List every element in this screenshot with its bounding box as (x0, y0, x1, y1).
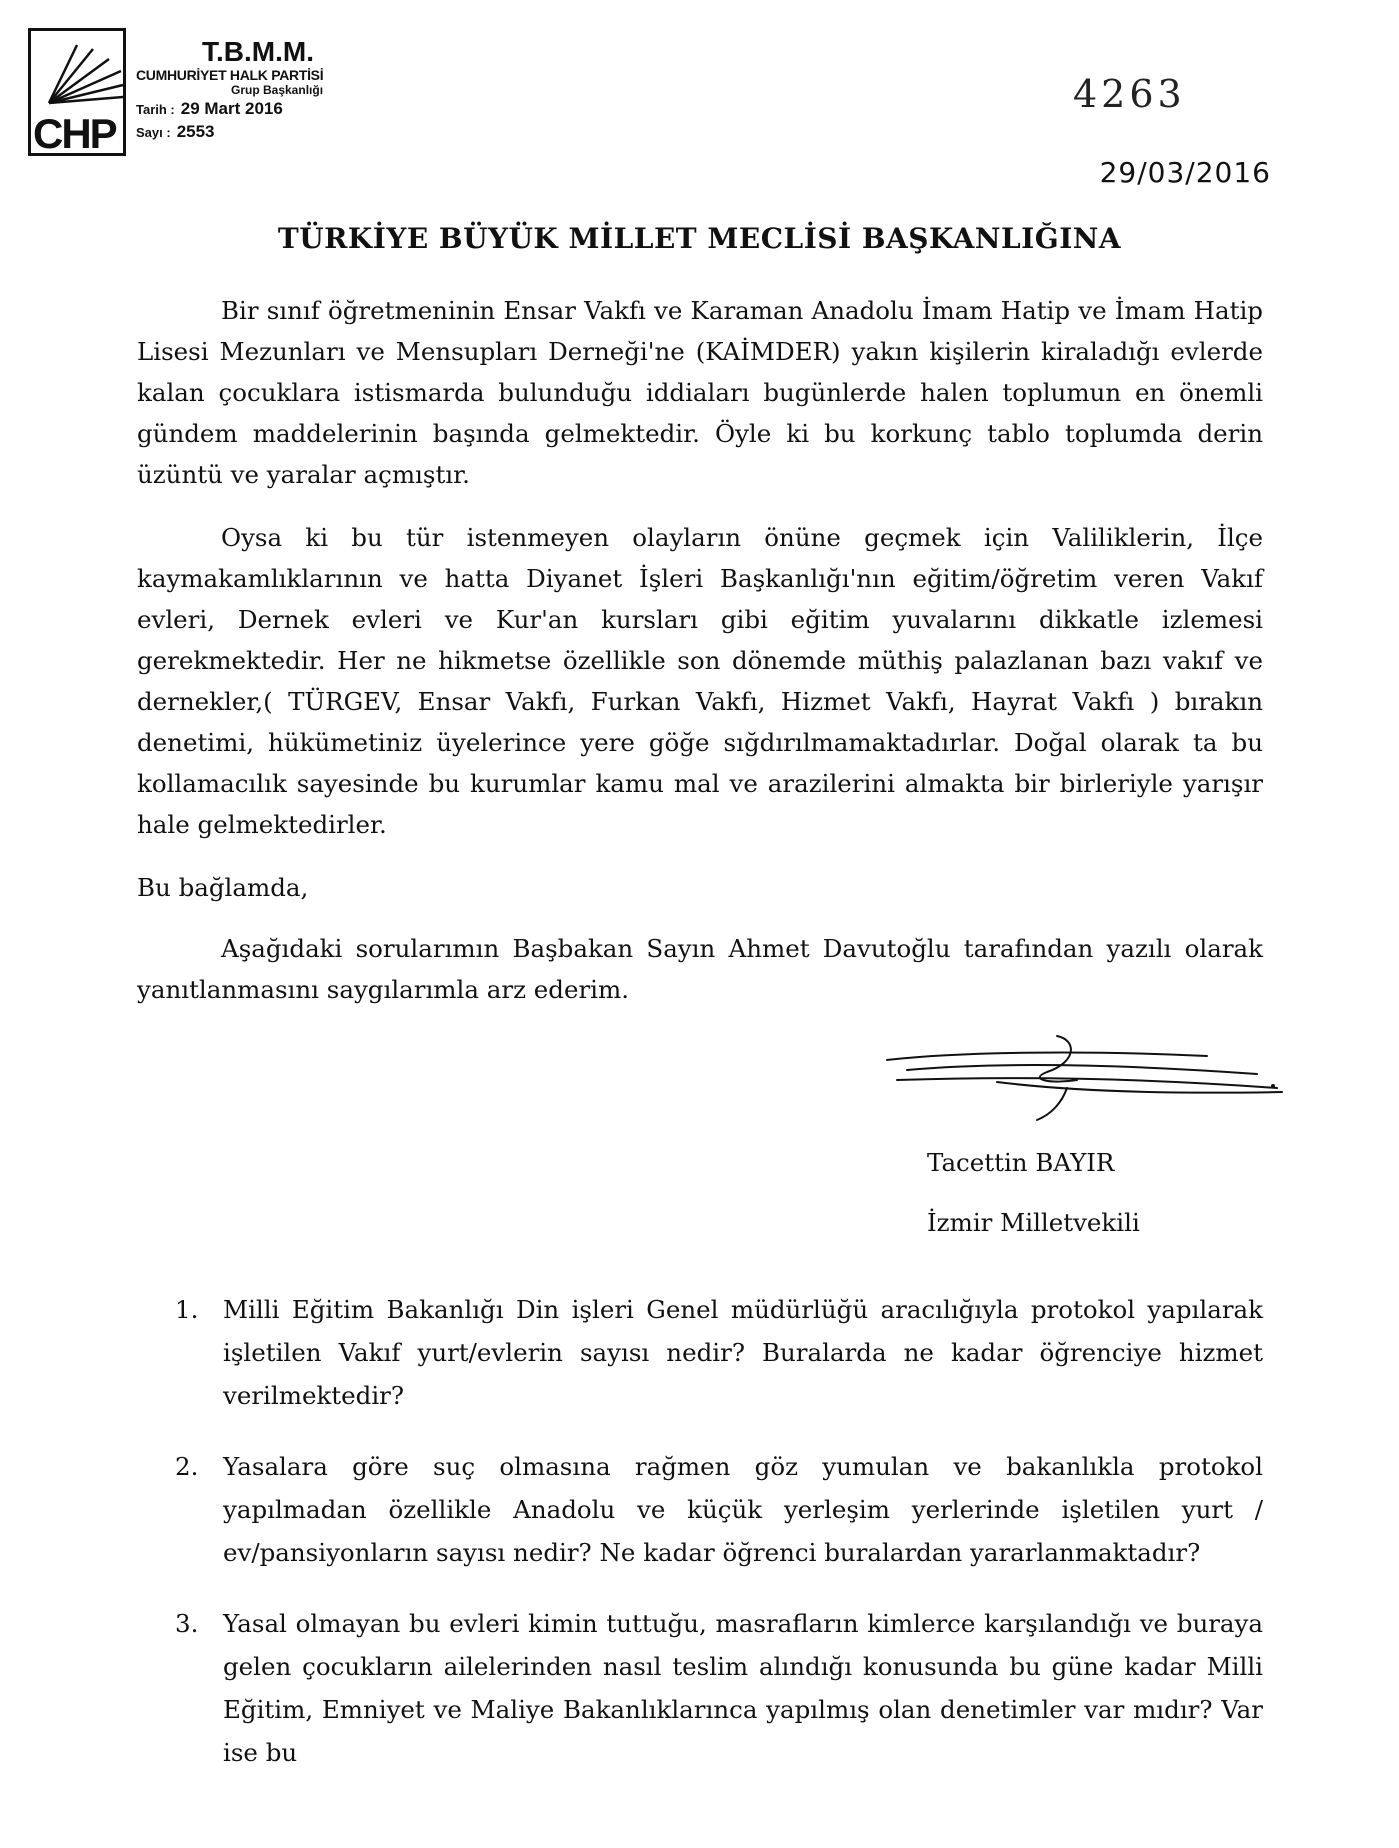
body-paragraph-1: Bir sınıf öğretmeninin Ensar Vakfı ve Karaman Anadolu İmam Hatip ve İmam Hatip Lisesi Mezunları ve Mensupları Derneği'ne (KAİMDER) yakın kişilerin kiraladığı evlerde kalan çocuklara istismarda bulunduğu iddiaları bugünlerde halen toplumun en önemli gündem maddelerinin başında gelmektedir. Öyle ki bu korkunç tablo toplumda derin üzüntü ve yaralar açmıştır. (137, 296, 1263, 489)
signatory-title: İzmir Milletvekili (927, 1208, 1140, 1237)
stamp-date-label: Tarih : (136, 101, 175, 117)
stamp-date-value: 29 Mart 2016 (180, 98, 283, 118)
chp-logo (28, 28, 126, 156)
question-text: Milli Eğitim Bakanlığı Din işleri Genel müdürlüğü aracılığıyla protokol yapılarak işletilen Vakıf yurt/evlerin sayısı nedir? Buralarda ne kadar öğrenciye hizmet verilmektedir? (223, 1295, 1263, 1410)
stamp-details (136, 38, 396, 144)
question-number: 2. (175, 1452, 199, 1481)
signatory-name: Tacettin BAYIR (927, 1148, 1115, 1177)
body-transition: Bu bağlamda, (137, 873, 309, 902)
document-body (137, 290, 1263, 1802)
document-date: 29/03/2016 (1099, 156, 1271, 189)
stamp-org: T.B.M.M. (202, 36, 314, 67)
document-title: TÜRKİYE BÜYÜK MİLLET MECLİSİ BAŞKANLIĞINA (277, 222, 1122, 255)
stamp-number-row (136, 121, 396, 144)
stamp-party: CUMHURİYET HALK PARTİSİ (136, 67, 324, 83)
question-number: 3. (175, 1609, 199, 1638)
handwritten-signature (877, 1022, 1297, 1122)
stamp-group: Grup Başkanlığı (231, 83, 324, 98)
chp-logo-text: CHP (33, 110, 116, 157)
signature-block (927, 1032, 1263, 1132)
stamp-number-label: Sayı : (136, 124, 171, 140)
question-item (137, 1602, 1263, 1774)
document-number: 4263 (1073, 72, 1186, 116)
question-item (137, 1288, 1263, 1417)
body-paragraph-2: Oysa ki bu tür istenmeyen olayların önüne geçmek için Valiliklerin, İlçe kaymakamlıklarının ve hatta Diyanet İşleri Başkanlığı'nın eğitim/öğretim veren Vakıf evleri, Dernek evleri ve Kur'an kursları gibi eğitim yuvalarını dikkatle izlemesi gerekmektedir. Her ne hikmetse özellikle son dönemde müthiş palazlanan bazı vakıf ve dernekler,( TÜRGEV, Ensar Vakfı, Furkan Vakfı, Hizmet Vakfı, Hayrat Vakfı ) bırakın denetimi, hükümetiniz üyelerince yere göğe sığdırılmamaktadırlar. Doğal olarak ta bu kollamacılık sayesinde bu kurumlar kamu mal ve arazilerini almakta bir birleriyle yarışır hale gelmektedirler. (137, 523, 1263, 839)
question-item (137, 1445, 1263, 1574)
chp-six-arrows-icon (37, 37, 125, 109)
chp-stamp (28, 28, 388, 168)
question-list (137, 1288, 1263, 1774)
body-request: Aşağıdaki sorularımın Başbakan Sayın Ahmet Davutoğlu tarafından yazılı olarak yanıtlanmasını saygılarımla arz ederim. (137, 934, 1263, 1004)
stamp-date-row (136, 98, 396, 121)
stamp-number-value: 2553 (176, 121, 215, 141)
question-number: 1. (175, 1295, 199, 1324)
question-text: Yasalara göre suç olmasına rağmen göz yumulan ve bakanlıkla protokol yapılmadan özellikle Anadolu ve küçük yerleşim yerlerinde işletilen yurt / ev/pansiyonların sayısı nedir? Ne kadar öğrenci buralardan yararlanmaktadır? (223, 1452, 1263, 1567)
question-text: Yasal olmayan bu evleri kimin tuttuğu, masrafların kimlerce karşılandığı ve buraya gelen çocukların ailelerinden nasıl teslim alındığı konusunda bu güne kadar Milli Eğitim, Emniyet ve Maliye Bakanlıklarınca yapılmış olan denetimler var mıdır? Var ise bu (223, 1609, 1263, 1767)
